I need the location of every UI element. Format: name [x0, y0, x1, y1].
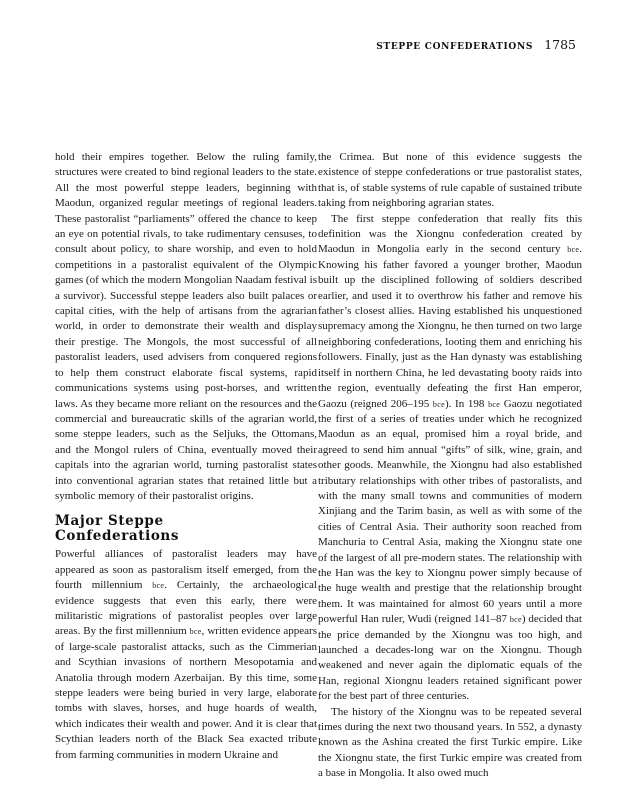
section-heading-line: Major Steppe	[55, 513, 164, 530]
running-head	[376, 34, 576, 50]
era-abbreviation: bce	[152, 581, 165, 591]
section-heading	[55, 514, 317, 544]
paragraph-text: , written evidence appears of large-scale pastoralist attacks, such as the Cimmerian and Scythian invasions of northern Mesopotamia and Anatolia through modern Azerbaijan. By this time, some steppe leaders were being buried in very large, elaborate tombs with slaves, horses, and huge hoards of wealth, which indicates their wealth and power. And it is clear that Scythian leaders north of the Black Sea exacted tribute from farming communities in modern Ukraine and	[55, 625, 317, 761]
paragraph-text: . Knowing his father favored a younger brother, Maodun built up the disciplined following of soldiers described earlier, and used it to overthrow his father and remove his father’s closest allies. Having established his unquestioned supremacy among the Xiongnu, he then turned on two large neighboring confederations, looting them and enriching his followers. Finally, just as the Han dynasty was establishing itself in northern China, he led devastating booty raids into the region, eventually defeating the first Han emperor, Gaozu (reigned 206–195	[318, 243, 582, 410]
page-number: 1785	[544, 37, 576, 52]
paragraph	[55, 150, 317, 504]
era-abbreviation: bce	[488, 399, 501, 409]
right-column	[318, 150, 582, 782]
paragraph	[318, 150, 582, 212]
section-heading-line: Confederations	[55, 528, 180, 545]
paragraph-text: hold their empires together. Below the ruling family, structures were created to bind regional leaders to the state. All the most powerful steppe leaders, beginning with Maodun, organized regular meetings of regional leaders. These pastoralist “parliaments” offered the chance to keep an eye on potential rivals, to take rudimentary censuses, to consult about policy, to share worship, and even to hold competitions in a pastoralist equivalent of the Olympic games (of which the modern Mongolian Naadam festival is a survivor). Successful steppe leaders also built palaces or capital cities, with the help of artisans from the agrarian world, in order to demonstrate their wealth and display their prestige. The Mongols, the most successful of all pastoralist leaders, used advisers from conquered regions to help them construct elaborate fiscal systems, rapid communications systems using post-horses, and written laws. As they became more reliant on the resources and the commercial and bureaucratic skills of the agrarian world, some steppe leaders, such as the Seljuks, the Ottomans, and the Mongol rulers of China, eventually moved their capitals into the agrarian world, turning pastoralist states into conventional agrarian states that retained little but a symbolic memory of their pastoralist origins.	[55, 151, 317, 502]
era-abbreviation: bce	[509, 615, 522, 625]
paragraph	[55, 547, 317, 763]
paragraph	[318, 212, 582, 705]
paragraph-text: . Certainly, the archaeological evidence suggests that even this early, there were militaristic migrations of pastoralist peoples over large areas. By the first millennium	[55, 579, 317, 638]
running-title: STEPPE CONFEDERATIONS	[376, 42, 534, 52]
paragraph-text: the Crimea. But none of this evidence suggests the existence of steppe confederations or true pastoralist states, that is, of stable systems of rule capable of sustained tribute taking from neighboring agrarian states.	[318, 151, 582, 210]
era-abbreviation: bce	[189, 627, 202, 637]
left-column	[55, 150, 317, 763]
paragraph-text: Powerful alliances of pastoralist leaders may have appeared as soon as pastoralism itself emerged, from the fourth millennium	[55, 548, 317, 592]
paragraph-text: The first steppe confederation that really fits this definition was the Xiongnu confederation created by Maodun in Mongolia early in the second century	[318, 212, 582, 256]
paragraph-text: Gaozu negotiated the first of a series of treaties under which he recognized Maodun as an equal, promised him a royal bride, and agreed to send him annual “gifts” of silk, wine, grain, and other goods. Meanwhile, the Xiongnu had also established tributary relationships with other tribes of pastoralists, and with the many small towns and communities of modern Xinjiang and the Tarim basin, as well as with some of the cities of Central Asia. Their authority soon reached from Manchuria to Central Asia, making the Xiongnu state one of the largest of all pre-modern states. The relationship with the Han was the key to Xiongnu power simply because of the huge wealth and prestige that the relationship brought them. It was maintained for almost 60 years until a more powerful Han ruler, Wudi (reigned 141–87	[318, 397, 582, 626]
paragraph	[318, 705, 582, 782]
paragraph-text: ) decided that the price demanded by the Xiongnu was too high, and launched a decades-long war on the Xiongnu. Though weakened and never again the diplomatic equals of the Han, regional Xiongnu leaders retained significant power for the best part of three centuries.	[318, 613, 582, 703]
era-abbreviation: bce	[432, 399, 445, 409]
paragraph-text: ). In 198	[444, 397, 489, 410]
paragraph-text: The history of the Xiongnu was to be repeated several times during the next two thousand years. In 552, a dynasty known as the Ashina created the first Turkic empire. Like the Xiongnu state, the first Turkic empire was created from a base in Mongolia. It also owed much	[318, 705, 582, 780]
era-abbreviation: bce	[567, 245, 580, 255]
